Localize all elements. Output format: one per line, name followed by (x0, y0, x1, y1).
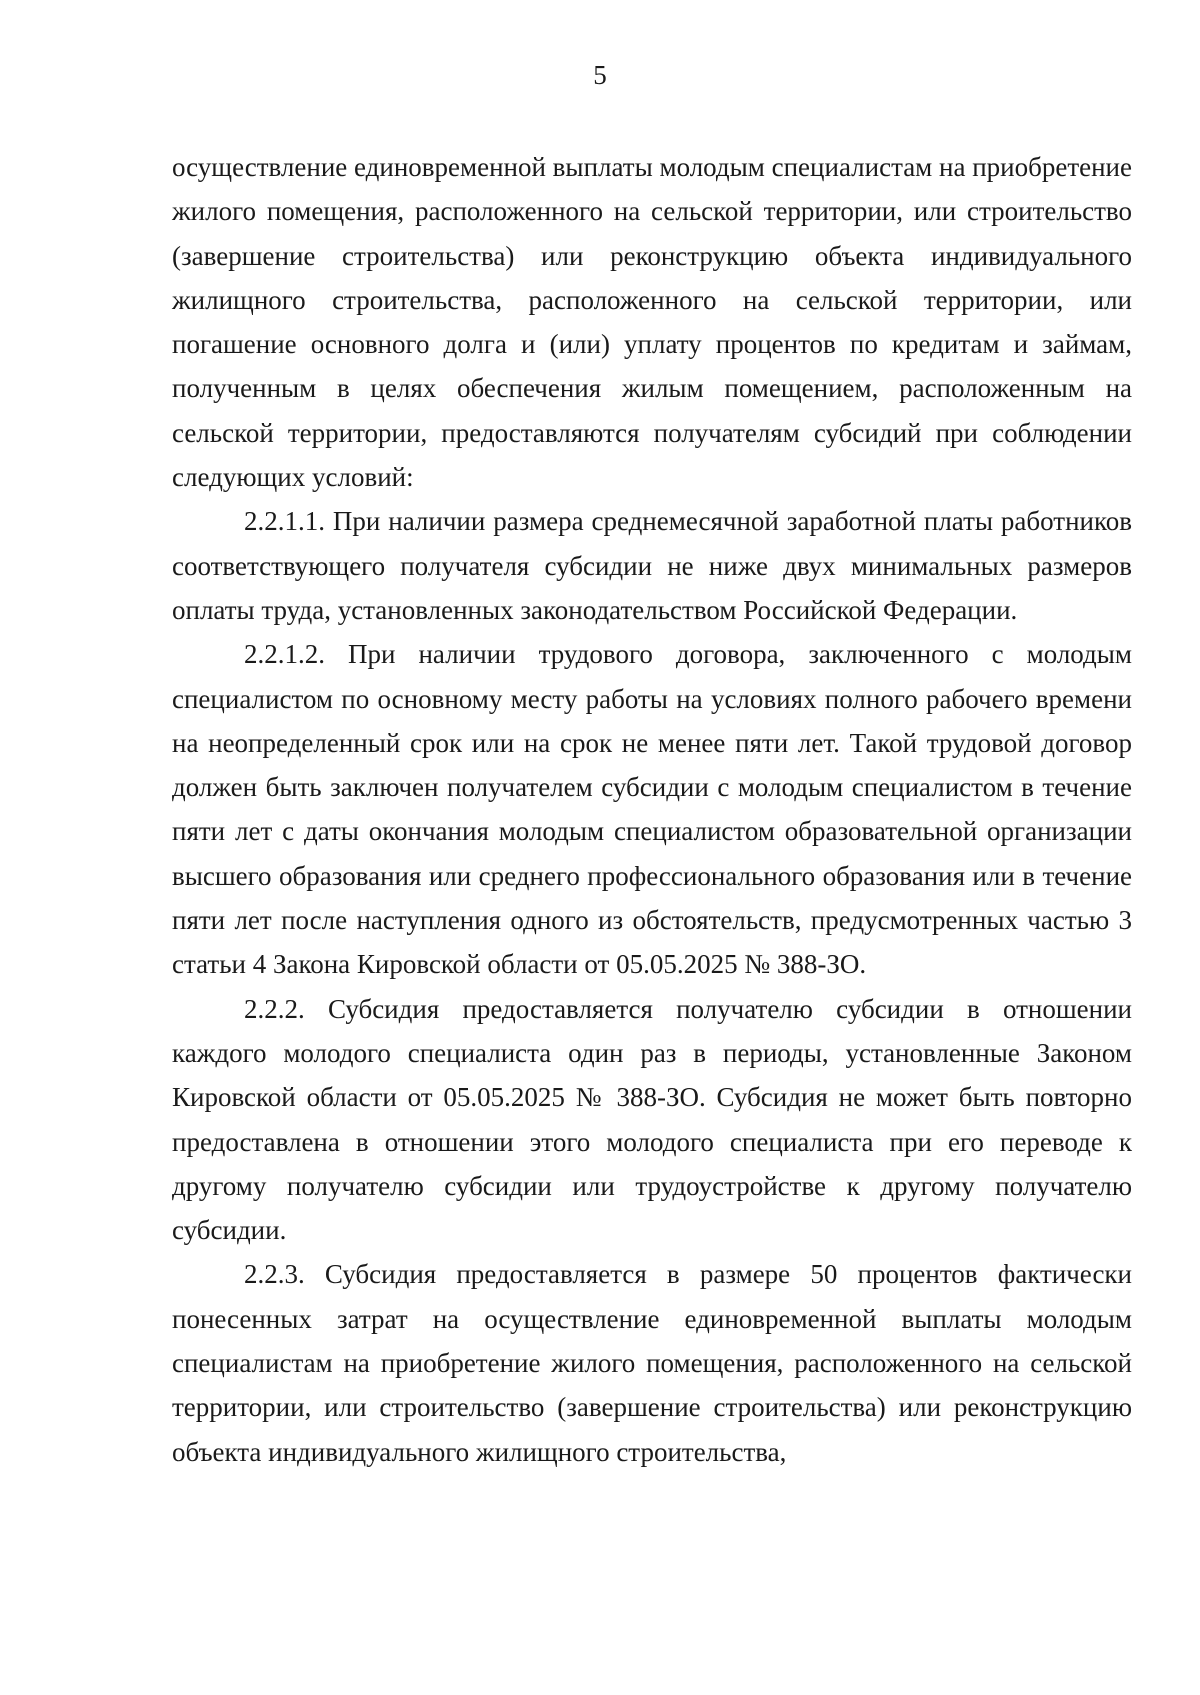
paragraph-2-2-1-1: 2.2.1.1. При наличии размера среднемесячной заработной платы работников соответствующего получателя субсидии не ниже двух минимальных размеров оплаты труда, установленных законодательством Российской Федерации. (172, 506, 1132, 625)
paragraph-continuation: осуществление единовременной выплаты молодым специалистам на приобретение жилого помещения, расположенного на сельской территории, или строительство (завершение строительства) или реконструкцию объекта индивидуального жилищного строительства, расположенного на сельской территории, или погашение основного долга и (или) уплату процентов по кредитам и займам, полученным в целях обеспечения жилым помещением, расположенным на сельской территории, предоставляются получателям субсидий при соблюдении следующих условий: (172, 152, 1132, 493)
page-number: 5 (593, 60, 607, 90)
paragraph-2-2-3: 2.2.3. Субсидия предоставляется в размере 50 процентов фактически понесенных затрат на осуществление единовременной выплаты молодым специалистам на приобретение жилого помещения, расположенного на сельской территории, или строительство (завершение строительства) или реконструкцию объекта индивидуального жилищного строительства, (172, 1259, 1132, 1467)
paragraph-2-2-1-2: 2.2.1.2. При наличии трудового договора, заключенного с молодым специалистом по основному месту работы на условиях полного рабочего времени на неопределенный срок или на срок не менее пяти лет. Такой трудовой договор должен быть заключен получателем субсидии с молодым специалистом в течение пяти лет с даты окончания молодым специалистом образовательной организации высшего образования или среднего профессионального образования или в течение пяти лет после наступления одного из обстоятельств, предусмотренных частью 3 статьи 4 Закона Кировской области от 05.05.2025 № 388-ЗО. (172, 639, 1132, 980)
paragraph-2-2-2: 2.2.2. Субсидия предоставляется получателю субсидии в отношении каждого молодого специалиста один раз в периоды, установленные Законом Кировской области от 05.05.2025 № 388-ЗО. Субсидия не может быть повторно предоставлена в отношении этого молодого специалиста при его переводе к другому получателю субсидии или трудоустройстве к другому получателю субсидии. (172, 993, 1132, 1246)
document-body (172, 145, 1132, 1474)
